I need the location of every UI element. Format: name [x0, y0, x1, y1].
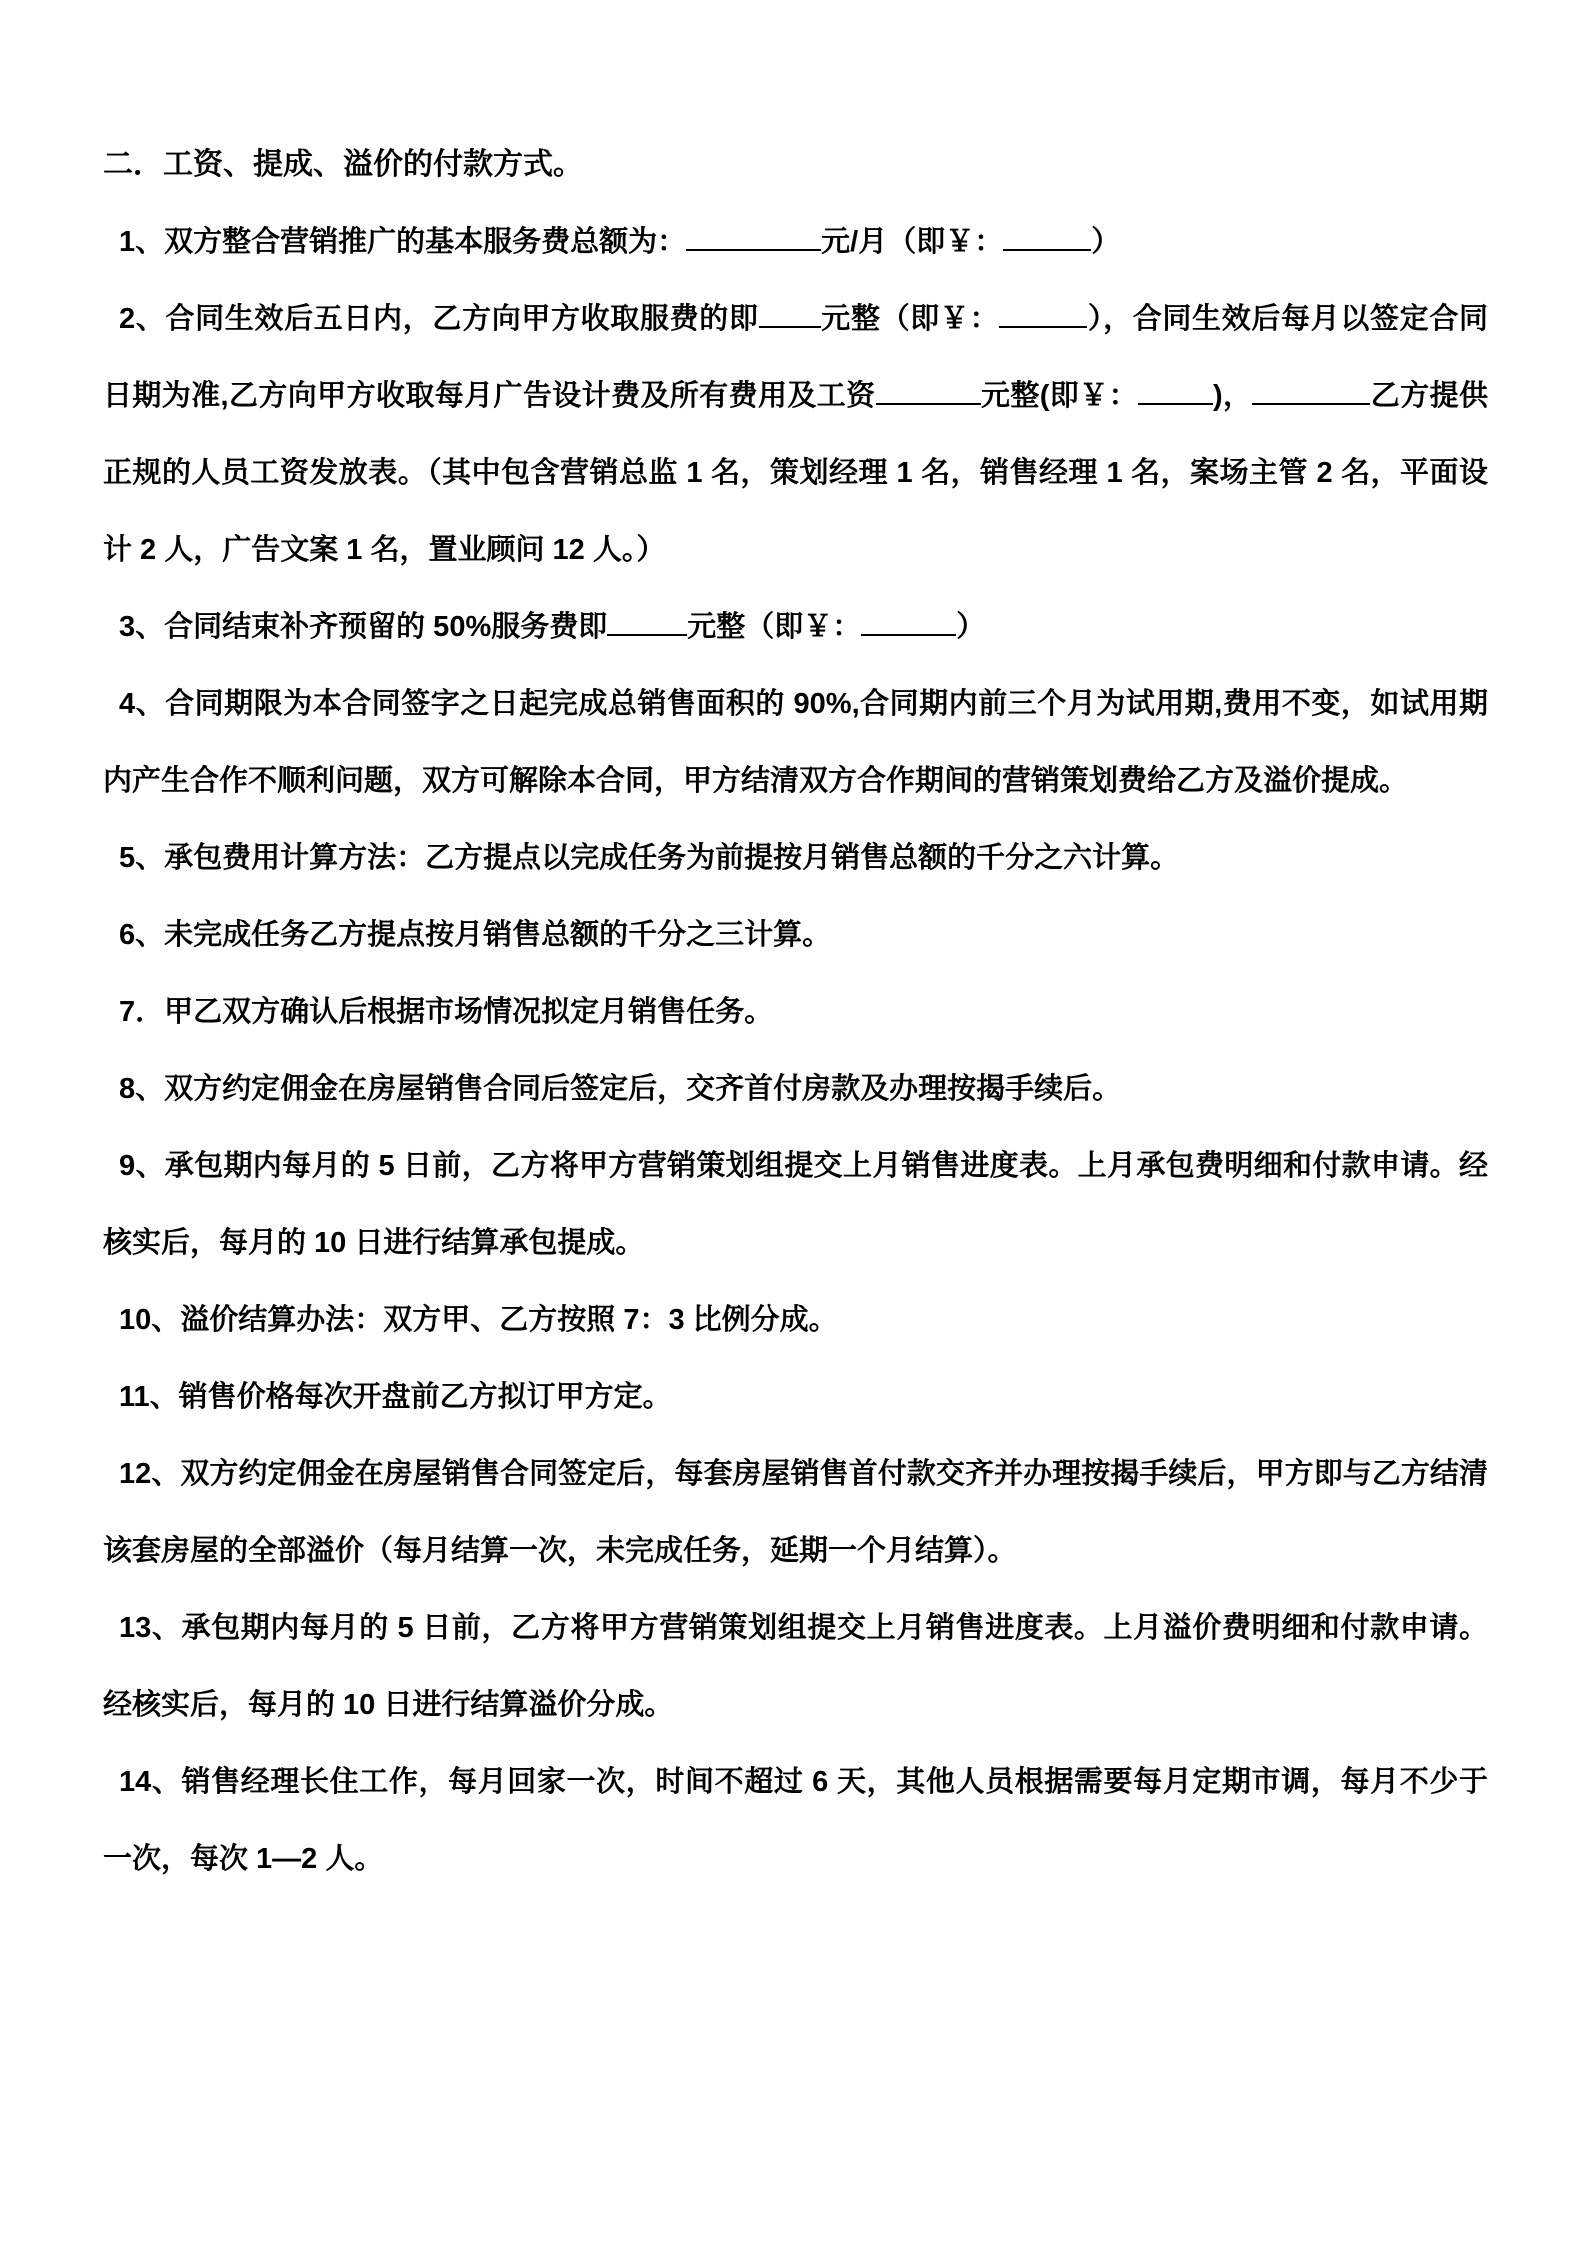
fill-in-blank — [686, 219, 821, 251]
text-run: 元整（即￥： — [687, 611, 862, 643]
contract-paragraph — [103, 1282, 1488, 1359]
contract-body — [103, 204, 1488, 1898]
text-run: 11、销售价格每次开盘前乙方拟订甲方定。 — [119, 1381, 672, 1413]
text-run: 3、合同结束补齐预留的 50%服务费即 — [119, 611, 608, 643]
text-run: 1、双方整合营销推广的基本服务费总额为： — [119, 226, 687, 258]
text-run: ） — [1091, 226, 1121, 258]
text-run: 7．甲乙双方确认后根据市场情况拟定月销售任务。 — [119, 996, 774, 1028]
text-run: ），合同生效后每月以签定合同日期为准,乙方向甲方收取每月广告设计费及所有费用及工资 — [103, 303, 1488, 412]
contract-paragraph — [103, 204, 1488, 281]
section-heading: 二．工资、提成、溢价的付款方式。 — [103, 148, 583, 181]
fill-in-blank — [607, 604, 687, 636]
fill-in-blank — [759, 296, 821, 328]
contract-paragraph — [103, 1051, 1488, 1128]
contract-paragraph — [103, 820, 1488, 897]
text-run: 5、承包费用计算方法：乙方提点以完成任务为前提按月销售总额的千分之六计算。 — [119, 842, 1180, 874]
text-run: 元整(即￥： — [980, 380, 1138, 412]
text-run: 12、双方约定佣金在房屋销售合同签定后，每套房屋销售首付款交齐并办理按揭手续后，甲方即与乙方结清该套房屋的全部溢价（每月结算一次，未完成任务，延期一个月结算）。 — [103, 1458, 1488, 1567]
fill-in-blank — [1252, 373, 1370, 405]
fill-in-blank — [1138, 373, 1213, 405]
text-run: 6、未完成任务乙方提点按月销售总额的千分之三计算。 — [119, 919, 832, 951]
contract-paragraph — [103, 589, 1488, 666]
contract-paragraph — [103, 1128, 1488, 1282]
contract-paragraph — [103, 1436, 1488, 1590]
text-run: 元整（即￥： — [820, 303, 1000, 335]
text-run: 元/月（即￥： — [821, 226, 1004, 258]
contract-paragraph — [103, 281, 1488, 589]
contract-paragraph — [103, 1744, 1488, 1898]
fill-in-blank — [1003, 219, 1091, 251]
contract-paragraph — [103, 1590, 1488, 1744]
text-run: 14、销售经理长住工作，每月回家一次，时间不超过 6 天，其他人员根据需要每月定期市调，每月不少于一次，每次 1—2 人。 — [103, 1766, 1488, 1875]
contract-paragraph — [103, 666, 1488, 820]
fill-in-blank — [999, 296, 1087, 328]
text-run: ） — [956, 611, 986, 643]
text-run: 10、溢价结算办法：双方甲、乙方按照 7：3 比例分成。 — [119, 1304, 838, 1336]
text-run: 乙方提供正规的人员工资发放表。（其中包含营销总监 1 名，策划经理 1 名，销售经理 1 名，案场主管 2 名，平面设计 2 人，广告文案 1 名，置业顾问 12 人。） — [103, 380, 1488, 566]
text-run: 13、承包期内每月的 5 日前，乙方将甲方营销策划组提交上月销售进度表。上月溢价费明细和付款申请。经核实后，每月的 10 日进行结算溢价分成。 — [103, 1612, 1488, 1721]
contract-paragraph — [103, 1359, 1488, 1436]
contract-paragraph — [103, 897, 1488, 974]
contract-paragraph — [103, 974, 1488, 1051]
text-run: 9、承包期内每月的 5 日前，乙方将甲方营销策划组提交上月销售进度表。上月承包费明细和付款申请。经核实后，每月的 10 日进行结算承包提成。 — [103, 1150, 1488, 1259]
fill-in-blank — [876, 373, 981, 405]
fill-in-blank — [861, 604, 956, 636]
text-run: 2、合同生效后五日内，乙方向甲方收取服费的即 — [119, 303, 759, 335]
text-run: )， — [1212, 380, 1253, 412]
text-run: 4、合同期限为本合同签字之日起完成总销售面积的 90%,合同期内前三个月为试用期,费用不变，如试用期内产生合作不顺利问题，双方可解除本合同，甲方结清双方合作期间的营销策划费给乙方及溢价提成。 — [103, 688, 1488, 797]
text-run: 8、双方约定佣金在房屋销售合同后签定后，交齐首付房款及办理按揭手续后。 — [119, 1073, 1122, 1105]
